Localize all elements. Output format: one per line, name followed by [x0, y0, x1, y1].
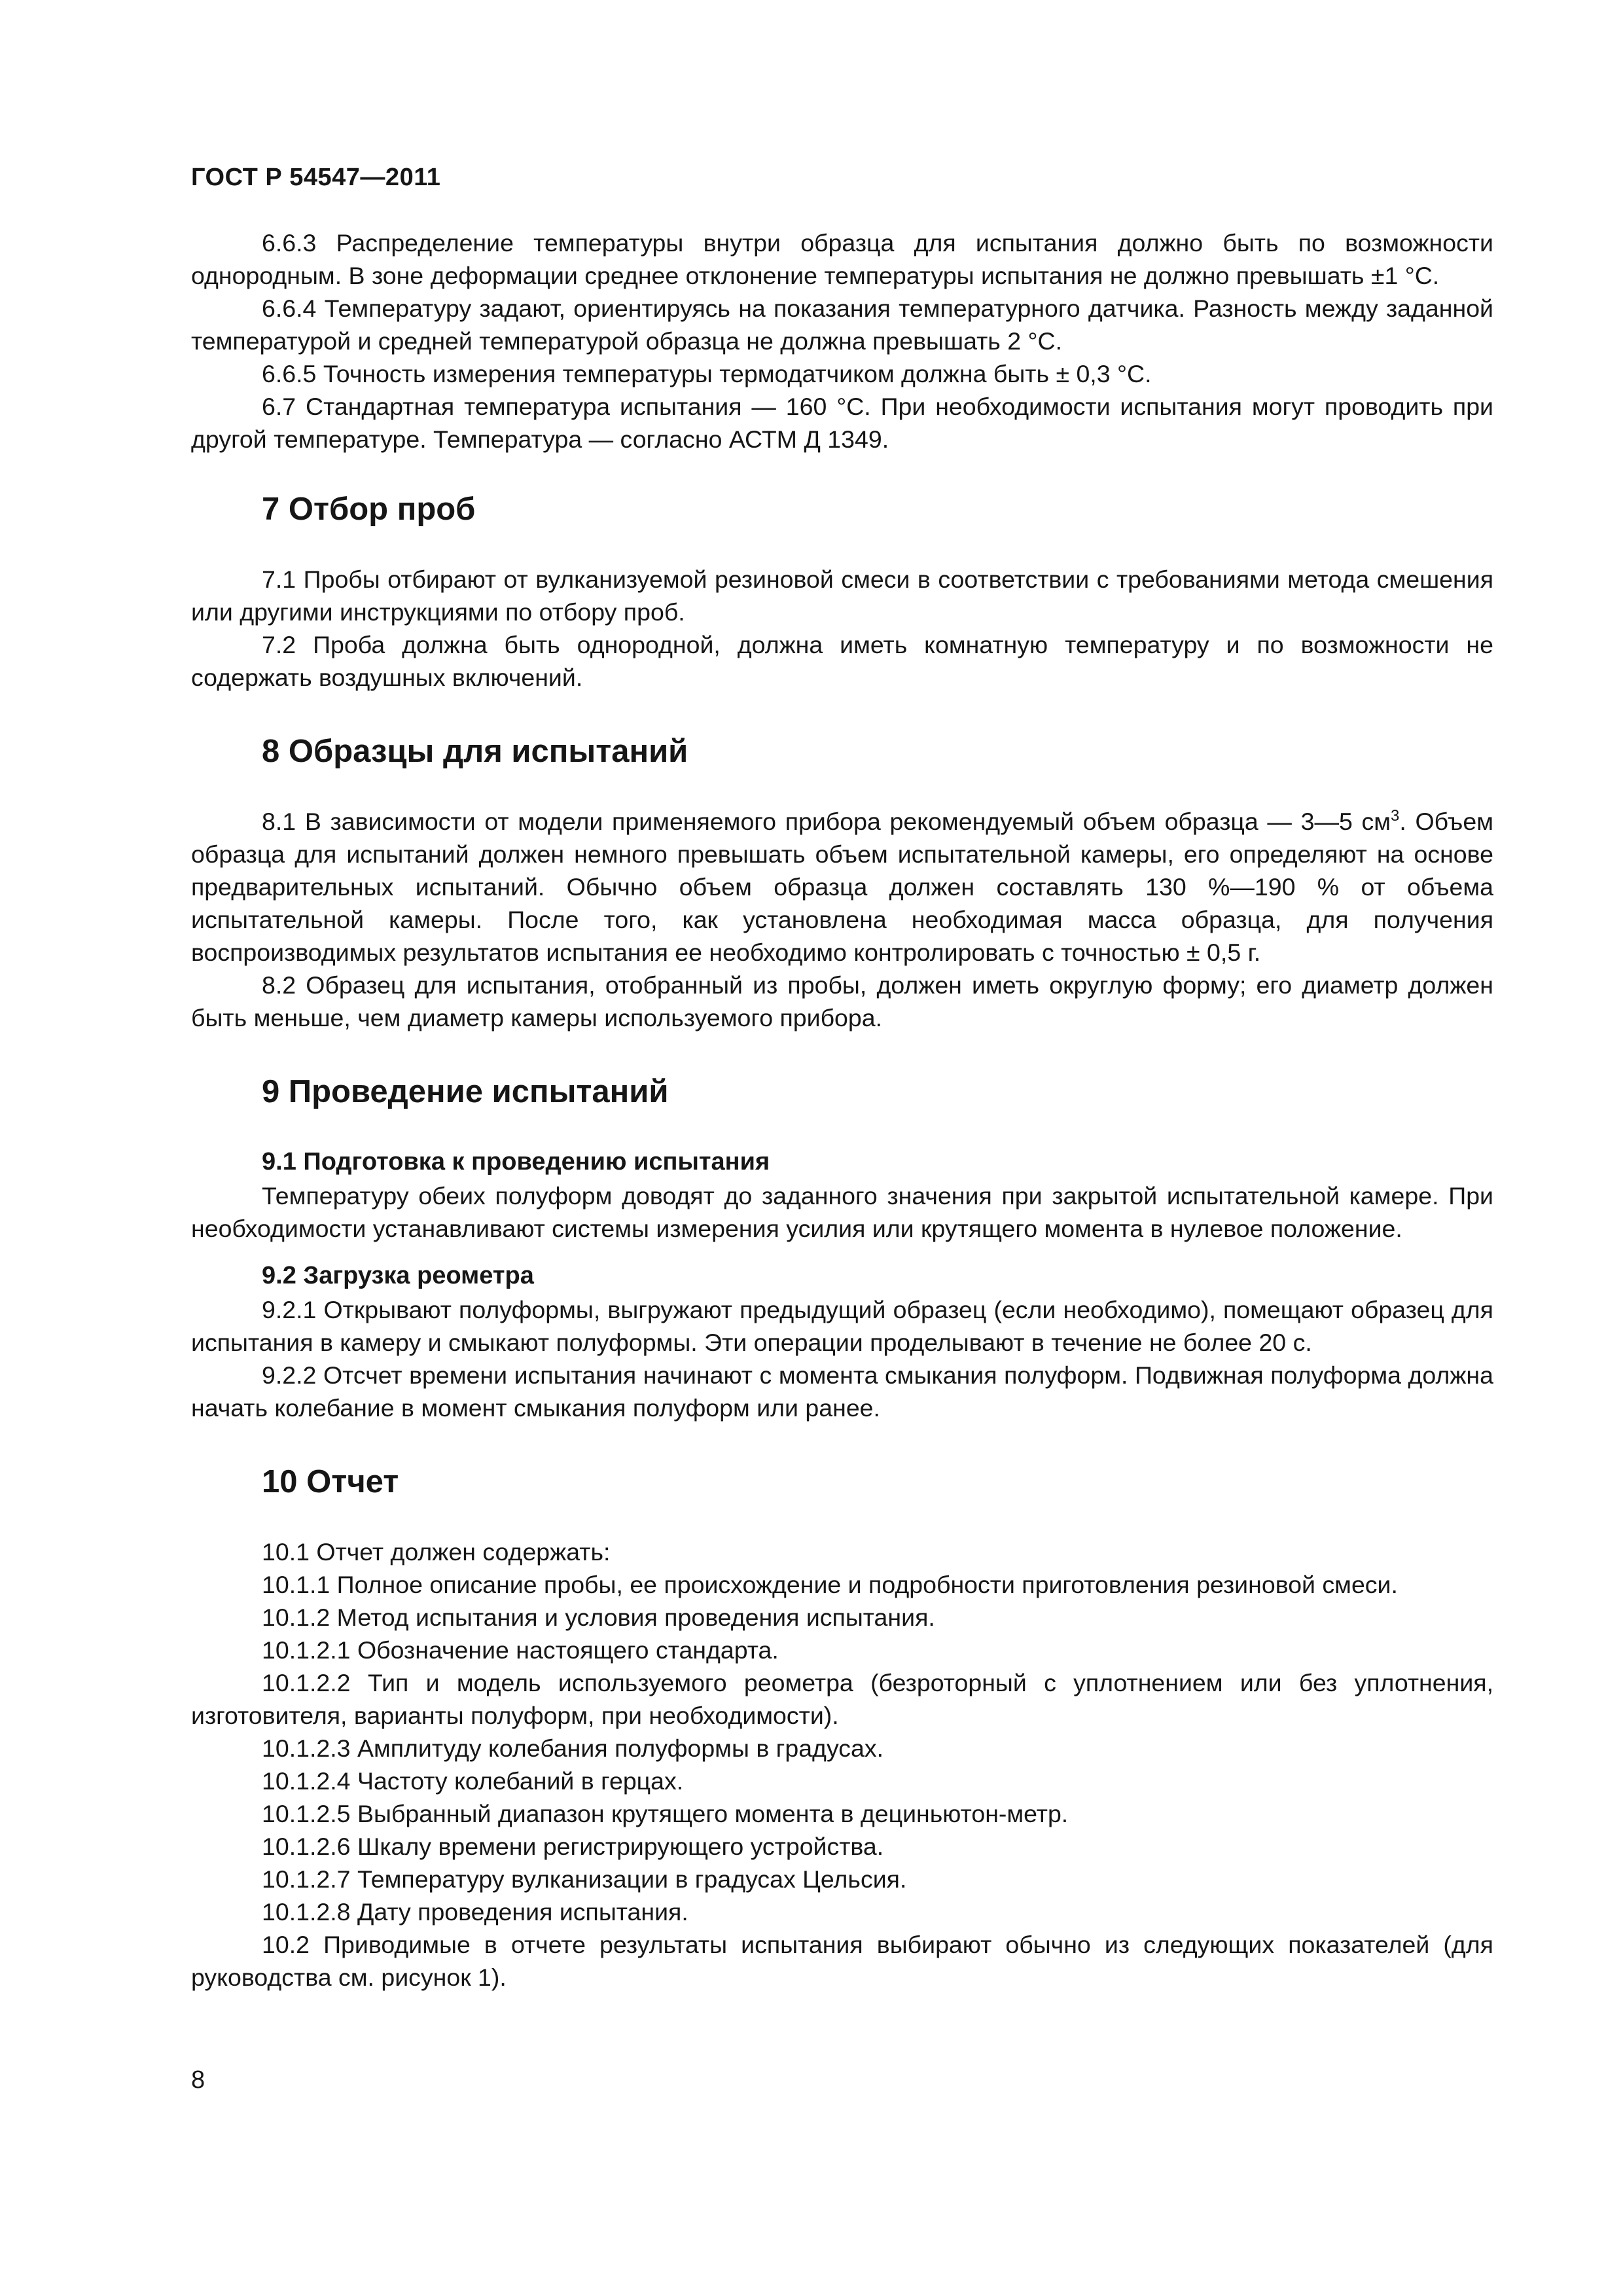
paragraph-10-2: 10.2 Приводимые в отчете результаты испытания выбирают обычно из следующих показателей (для руководства см. рисунок 1). — [191, 1931, 1493, 1991]
paragraph-6-6-4: 6.6.4 Температуру задают, ориентируясь на показания температурного датчика. Разность между заданной температурой и средней температурой образца не должна превышать 2 °С. — [191, 295, 1493, 355]
paragraph-10-1-2-8: 10.1.2.8 Дату проведения испытания. — [262, 1898, 688, 1926]
paragraph-6-6-3: 6.6.3 Распределение температуры внутри образца для испытания должно быть по возможности однородным. В зоне деформации среднее отклонение температуры испытания не должно превышать ±1 °С. — [191, 229, 1493, 289]
paragraph-10-1-2-3: 10.1.2.3 Амплитуду колебания полуформы в градусах. — [262, 1734, 884, 1762]
paragraph-9-2-2: 9.2.2 Отсчет времени испытания начинают с момента смыкания полуформ. Подвижная полуформа должна начать колебание в момент смыкания полуформ или ранее. — [191, 1361, 1493, 1422]
paragraph-7-2: 7.2 Проба должна быть однородной, должна иметь комнатную температуру и по возможности не содержать воздушных включений. — [191, 631, 1493, 691]
section-8-heading: 8 Образцы для испытаний — [262, 734, 688, 769]
paragraph-10-1-1: 10.1.1 Полное описание пробы, ее происхождение и подробности приготовления резиновой смеси. — [262, 1571, 1398, 1598]
superscript-cubic: 3 — [1391, 807, 1400, 825]
subsection-9-1-heading: 9.1 Подготовка к проведению испытания — [262, 1148, 770, 1175]
paragraph-7-1: 7.1 Пробы отбирают от вулканизуемой резиновой смеси в соответствии с требованиями метода смешения или другими инструкциями по отбору проб. — [191, 565, 1493, 626]
paragraph-8-1 — [191, 805, 1493, 969]
document-code-header: ГОСТ Р 54547—2011 — [191, 164, 441, 191]
paragraph-6-7: 6.7 Стандартная температура испытания — 160 °С. При необходимости испытания могут проводить при другой температуре. Температура — согласно АСТМ Д 1349. — [191, 393, 1493, 453]
section-9-heading: 9 Проведение испытаний — [262, 1074, 669, 1109]
paragraph-8-2: 8.2 Образец для испытания, отобранный из пробы, должен иметь округлую форму; его диаметр должен быть меньше, чем диаметр камеры используемого прибора. — [191, 971, 1493, 1031]
paragraph-10-1-2-7: 10.1.2.7 Температуру вулканизации в градусах Цельсия. — [262, 1865, 907, 1893]
paragraph-10-1-2-5: 10.1.2.5 Выбранный диапазон крутящего момента в дециньютон-метр. — [262, 1800, 1069, 1827]
section-7-heading: 7 Отбор проб — [262, 492, 476, 527]
paragraph-10-1-2-6: 10.1.2.6 Шкалу времени регистрирующего устройства. — [262, 1833, 884, 1860]
paragraph-10-1-2: 10.1.2 Метод испытания и условия проведения испытания. — [262, 1604, 935, 1631]
paragraph-8-1-end: . Объем образца для испытаний должен немного превышать объем испытательной камеры, его определяют на основе предварительных испытаний. Обычно объем образца должен составлять 130 %—190 % от объема испытательной камеры. После того, как установлена необходимая масса образца, для получения воспроизводимых результатов испытания ее необходимо контролировать с точностью ± 0,5 г. — [191, 808, 1493, 966]
section-10-heading: 10 Отчет — [262, 1464, 399, 1499]
paragraph-6-6-5: 6.6.5 Точность измерения температуры термодатчиком должна быть ± 0,3 °С. — [262, 360, 1152, 387]
paragraph-10-1-2-4: 10.1.2.4 Частоту колебаний в герцах. — [262, 1767, 684, 1795]
subsection-9-2-heading: 9.2 Загрузка реометра — [262, 1262, 534, 1289]
paragraph-10-1-2-2: 10.1.2.2 Тип и модель используемого реометра (безроторный с уплотнением или без уплотнения, изготовителя, варианты полуформ, при необходимости). — [191, 1669, 1493, 1729]
document-body — [191, 226, 1493, 1994]
paragraph-9-1: Температуру обеих полуформ доводят до заданного значения при закрытой испытательной камере. При необходимости устанавливают системы измерения усилия или крутящего момента в нулевое положение. — [191, 1182, 1493, 1242]
paragraph-9-2-1: 9.2.1 Открывают полуформы, выгружают предыдущий образец (если необходимо), помещают образец для испытания в камеру и смыкают полуформы. Эти операции проделывают в течение не более 20 с. — [191, 1296, 1493, 1356]
paragraph-10-1: 10.1 Отчет должен содержать: — [262, 1538, 611, 1566]
page-number: 8 — [191, 2066, 205, 2094]
paragraph-10-1-2-1: 10.1.2.1 Обозначение настоящего стандарта. — [262, 1636, 779, 1664]
paragraph-8-1-start: 8.1 В зависимости от модели применяемого прибора рекомендуемый объем образца — 3—5 см — [262, 808, 1391, 835]
